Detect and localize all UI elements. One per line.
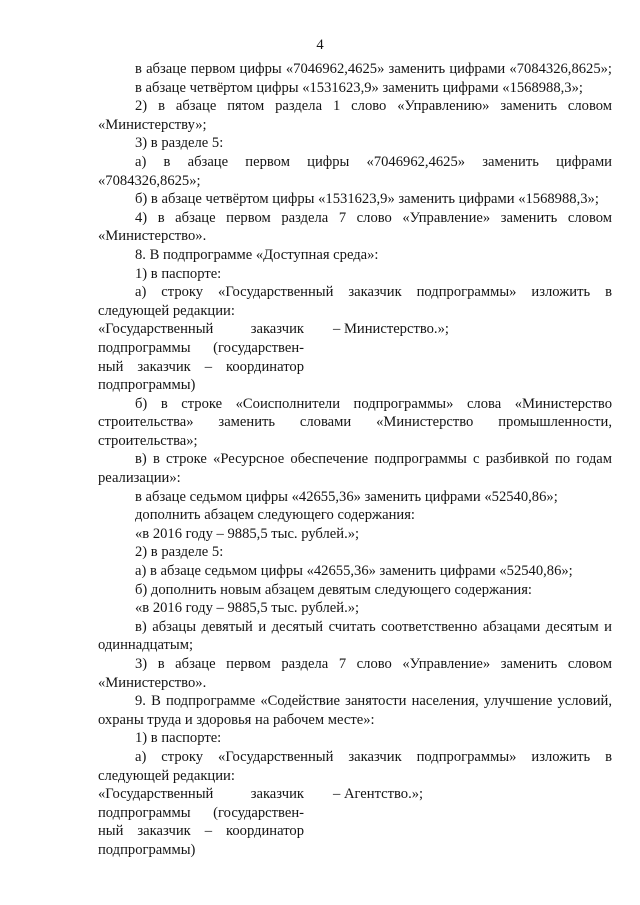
paragraph-11: б) в строке «Соисполнители подпрограммы» слова «Министерство строительства» заменить словами «Министерство промышленности, строительства»; — [98, 395, 612, 449]
paragraph-19: «в 2016 году – 9885,5 тыс. рублей.»; — [135, 600, 360, 617]
paragraph-14: дополнить абзацем следующего содержания: — [135, 507, 415, 524]
paragraph-12: в) в строке «Ресурсное обеспечение подпрограммы с разбивкой по годам реализации»: — [98, 451, 612, 487]
paragraph-13: в абзаце седьмом цифры «42655,36» заменить цифрами «52540,86»; — [135, 488, 558, 505]
paragraph-4: 3) в разделе 5: — [135, 135, 224, 152]
paragraph-24: а) строку «Государственный заказчик подпрограммы» изложить в следующей редакции: — [98, 748, 612, 784]
page-content — [98, 60, 612, 860]
paragraph-15: «в 2016 году – 9885,5 тыс. рублей.»; — [135, 525, 360, 542]
paragraph-1-text: в абзаце первом цифры «7046962,4625» заменить цифрами «7084326,8625»; — [135, 61, 612, 77]
table-line: ный заказчик – координатор — [98, 823, 304, 840]
table-line: подпрограммы) — [98, 841, 196, 858]
paragraph-2: в абзаце четвёртом цифры «1531623,9» заменить цифрами «1568988,3»; — [135, 79, 583, 96]
paragraph-6: б) в абзаце четвёртом цифры «1531623,9» заменить цифрами «1568988,3»; — [135, 191, 599, 208]
paragraph-21: 3) в абзаце первом раздела 7 слово «Управление» заменить словом «Министерство». — [98, 656, 612, 691]
table-cell-left-1 — [98, 320, 304, 394]
paragraph-8-heading: 8. В подпрограмме «Доступная среда»: — [135, 246, 379, 263]
paragraph-20: в) абзацы девятый и десятый считать соответственно абзацами десятым и одиннадцатым; — [98, 618, 612, 654]
table-line: подпрограммы) — [98, 377, 196, 394]
table-line: ный заказчик – координатор — [98, 358, 304, 375]
paragraph-1-line-1 — [98, 60, 612, 79]
paragraph-17: а) в абзаце седьмом цифры «42655,36» заменить цифрами «52540,86»; — [135, 563, 573, 580]
paragraph-16: 2) в разделе 5: — [135, 544, 224, 561]
table-row-customer-1 — [98, 320, 612, 394]
paragraph-9: 1) в паспорте: — [135, 265, 222, 282]
paragraph-7: 4) в абзаце первом раздела 7 слово «Управление» заменить словом «Министерство». — [98, 209, 612, 245]
table-cell-right-1: – Министерство.»; — [333, 321, 449, 338]
table-row-customer-2 — [98, 785, 612, 859]
paragraph-22-heading: 9. В подпрограмме «Содействие занятости населения, улучшение условий, охраны труда и здоровья на рабочем месте»: — [98, 693, 612, 728]
paragraph-3: 2) в абзаце пятом раздела 1 слово «Управлению» заменить словом «Министерству»; — [98, 98, 612, 133]
paragraph-23: 1) в паспорте: — [135, 730, 222, 747]
paragraph-18: б) дополнить новым абзацем девятым следующего содержания: — [135, 581, 532, 598]
page-number: 4 — [316, 37, 324, 53]
table-line: подпрограммы (государствен- — [98, 339, 304, 356]
table-cell-left-2 — [98, 785, 304, 859]
paragraph-10: а) строку «Государственный заказчик подпрограммы» изложить в следующей редакции: — [98, 284, 612, 319]
table-line: «Государственный заказчик — [98, 321, 304, 338]
table-line: подпрограммы (государствен- — [98, 804, 304, 821]
table-line: «Государственный заказчик — [98, 786, 304, 803]
table-cell-right-2: – Агентство.»; — [333, 786, 424, 803]
paragraph-5: а) в абзаце первом цифры «7046962,4625» заменить цифрами «7084326,8625»; — [98, 153, 612, 189]
